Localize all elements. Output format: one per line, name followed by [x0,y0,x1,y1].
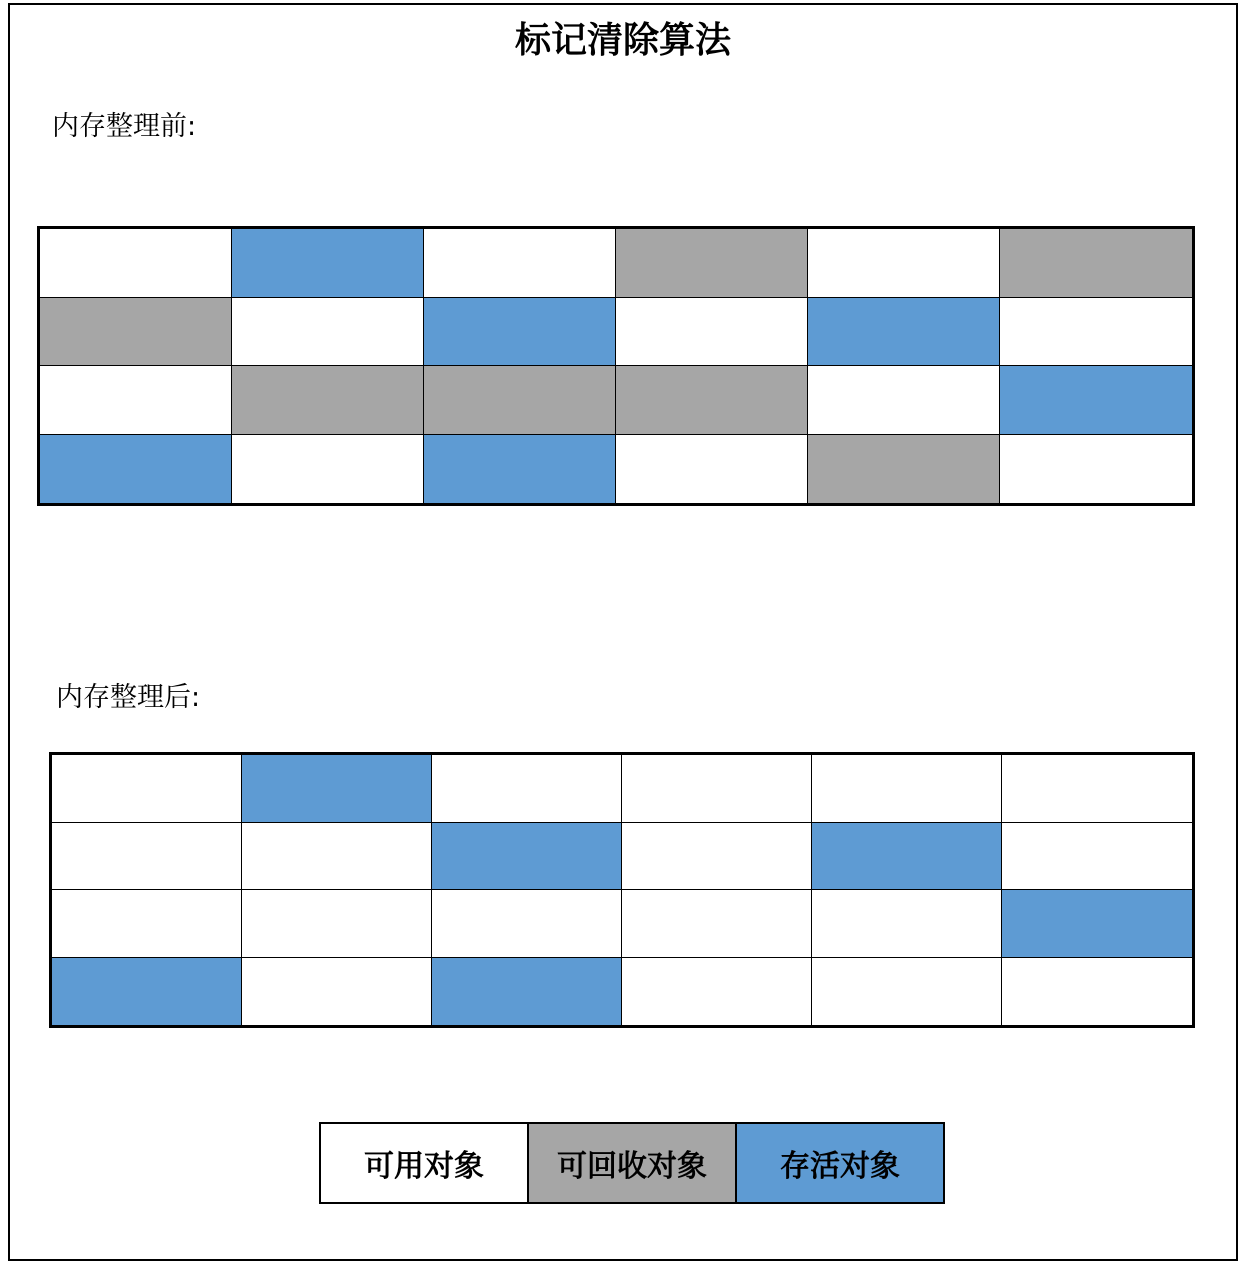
before-cell-available [1000,435,1192,504]
after-cell-available [622,823,812,891]
legend-label-available: 可用对象 [364,1149,484,1184]
legend-item-reclaimable [529,1124,737,1202]
after-cell-live [812,823,1002,891]
after-cell-available [812,890,1002,958]
after-cell-available [1002,958,1192,1026]
before-cell-available [808,229,1000,298]
before-cell-reclaimable [40,298,232,367]
after-cell-available [242,823,432,891]
before-cell-reclaimable [808,435,1000,504]
after-cell-available [1002,823,1192,891]
legend-label-reclaimable: 可回收对象 [557,1149,707,1184]
after-cell-live [1002,890,1192,958]
after-label: 内存整理后: [56,682,201,713]
after-cell-available [52,823,242,891]
before-cell-live [1000,366,1192,435]
after-cell-available [622,958,812,1026]
after-cell-available [52,890,242,958]
before-label: 内存整理前: [52,111,197,142]
diagram-frame [8,3,1238,1261]
legend-item-available [321,1124,529,1202]
memory-grid-after [49,752,1195,1028]
legend-label-live: 存活对象 [780,1149,900,1184]
before-cell-available [40,366,232,435]
after-cell-available [812,958,1002,1026]
before-cell-live [424,435,616,504]
after-cell-live [432,958,622,1026]
legend [319,1122,945,1204]
after-cell-available [432,755,622,823]
before-cell-available [40,229,232,298]
before-cell-live [808,298,1000,367]
diagram-title: 标记清除算法 [514,20,731,61]
before-cell-available [232,298,424,367]
after-cell-available [1002,755,1192,823]
after-cell-live [52,958,242,1026]
before-cell-reclaimable [424,366,616,435]
after-cell-available [432,890,622,958]
after-cell-live [432,823,622,891]
after-cell-live [242,755,432,823]
before-cell-available [424,229,616,298]
before-cell-available [808,366,1000,435]
legend-item-live [737,1124,943,1202]
after-cell-available [242,890,432,958]
before-cell-available [232,435,424,504]
before-cell-reclaimable [1000,229,1192,298]
before-cell-available [616,298,808,367]
after-cell-available [812,755,1002,823]
after-cell-available [242,958,432,1026]
before-cell-available [616,435,808,504]
before-cell-live [424,298,616,367]
before-cell-live [40,435,232,504]
after-cell-available [622,890,812,958]
before-cell-reclaimable [616,366,808,435]
before-cell-live [232,229,424,298]
memory-grid-before [37,226,1195,506]
before-cell-reclaimable [232,366,424,435]
after-cell-available [52,755,242,823]
before-cell-available [1000,298,1192,367]
after-cell-available [622,755,812,823]
before-cell-reclaimable [616,229,808,298]
